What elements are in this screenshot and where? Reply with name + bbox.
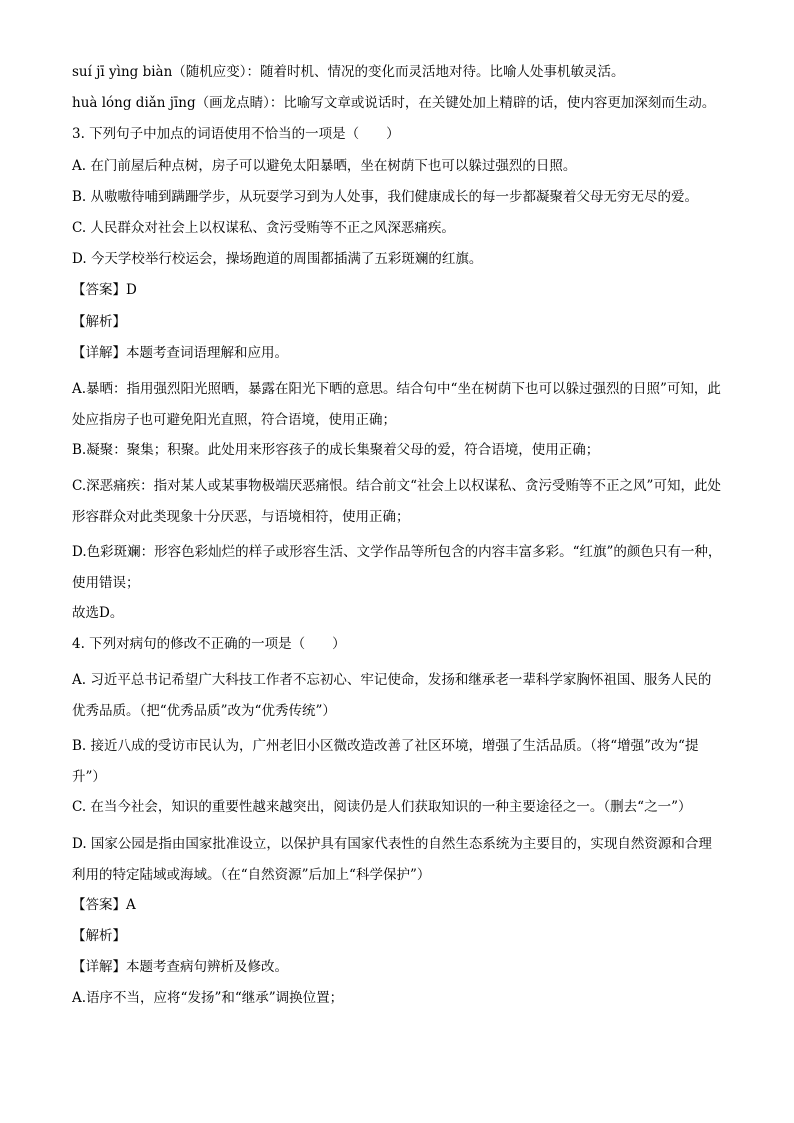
pinyin-line-2: huà lóng diǎn jīng（画龙点睛）：比喻写文章或说话时，在关键处加上精辟的话，使内容更加深刻而生动。 <box>72 95 716 112</box>
question-3-option-c: C. 人民群众对社会上以权谋私、贪污受贿等不正之风深恶痛疾。 <box>72 219 455 236</box>
question-3-option-d: D. 今天学校举行校运会，操场跑道的周围都插满了五彩斑斓的红旗。 <box>72 251 483 268</box>
question-3-detail: 【详解】本题考查词语理解和应用。 <box>72 344 288 361</box>
question-3-option-a: A. 在门前屋后种点树，房子可以避免太阳暴晒，坐在树荫下也可以躲过强烈的日照。 <box>72 157 577 174</box>
question-3-explain-b: B.凝聚：聚集；积聚。此处用来形容孩子的成长集聚着父母的爱，符合语境，使用正确； <box>72 441 600 458</box>
question-4-option-a: A. 习近平总书记希望广大科技工作者不忘初心、牢记使命，发扬和继承老一辈科学家胸怀祖国、服务人民的优秀品质。（把“优秀品质”改为“优秀传统”） <box>72 672 712 720</box>
pinyin-line-1: suí jī yìng biàn（随机应变）：随着时机、情况的变化而灵活地对待。比喻人处事机敏灵活。 <box>72 64 625 80</box>
question-4-answer: 【答案】A <box>72 896 136 913</box>
question-3-explain-d: D.色彩斑斓：形容色彩灿烂的样子或形容生活、文学作品等所包含的内容丰富多彩。“红旗”的颜色只有一种，使用错误； <box>72 544 722 592</box>
question-4-stem: 4. 下列对病句的修改不正确的一项是（ ） <box>72 636 346 653</box>
document-page <box>72 62 722 1019</box>
question-4-explain-a: A.语序不当，应将“发扬”和“继承”调换位置； <box>72 990 344 1007</box>
question-3-answer: 【答案】D <box>72 282 137 299</box>
question-4-option-d: D. 国家公园是指由国家批准设立，以保护具有国家代表性的自然生态系统为主要目的，实现自然资源和合理利用的特定陆域或海域。（在“自然资源”后加上“科学保护”） <box>72 835 712 883</box>
question-3-explain-c: C.深恶痛疾：指对某人或某事物极端厌恶痛恨。结合前文“社会上以权谋私、贪污受贿等不正之风”可知，此处形容群众对此类现象十分厌恶，与语境相符，使用正确； <box>72 478 721 526</box>
question-3-option-b: B. 从嗷嗷待哺到蹒跚学步，从玩耍学习到为人处事，我们健康成长的每一步都凝聚着父母无穷无尽的爱。 <box>72 188 699 205</box>
question-3-stem: 3. 下列句子中加点的词语使用不恰当的一项是（ ） <box>72 126 400 143</box>
question-4-option-b: B. 接近八成的受访市民认为，广州老旧小区微改造改善了社区环境，增强了生活品质。（将“增强”改为“提升”） <box>72 738 699 786</box>
question-4-option-c: C. 在当今社会，知识的重要性越来越突出，阅读仍是人们获取知识的一种主要途径之一。（删去“之一”） <box>72 799 692 816</box>
question-3-analysis-label: 【解析】 <box>72 313 126 330</box>
question-4-analysis-label: 【解析】 <box>72 927 126 944</box>
question-3-conclusion: 故选D。 <box>72 605 124 622</box>
question-3-explain-a: A.暴晒：指用强烈阳光照晒，暴露在阳光下晒的意思。结合句中“坐在树荫下也可以躲过强烈的日照”可知，此处应指房子也可避免阳光直照，符合语境，使用正确； <box>72 380 721 428</box>
question-4-detail: 【详解】本题考查病句辨析及修改。 <box>72 959 288 975</box>
